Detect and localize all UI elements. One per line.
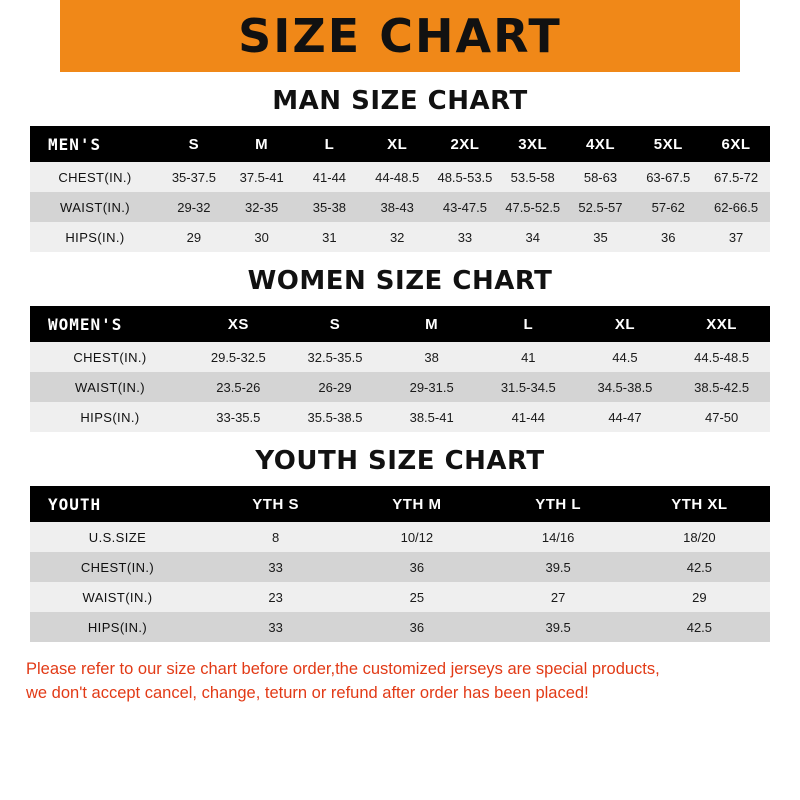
section-title-youth: YOUTH SIZE CHART bbox=[255, 446, 545, 476]
table-cell: 25 bbox=[346, 582, 487, 612]
table-row bbox=[30, 552, 770, 582]
table-cell: 44.5 bbox=[577, 342, 674, 372]
table-cell: 35.5-38.5 bbox=[287, 402, 384, 432]
table-cell: 43-47.5 bbox=[431, 192, 499, 222]
table-cell: 39.5 bbox=[488, 552, 629, 582]
row-label: HIPS(IN.) bbox=[30, 612, 205, 642]
section-title-man: MAN SIZE CHART bbox=[272, 86, 528, 116]
table-cell: 57-62 bbox=[634, 192, 702, 222]
table-cell: 62-66.5 bbox=[702, 192, 770, 222]
page-title: SIZE CHART bbox=[238, 9, 562, 63]
column-header: 5XL bbox=[634, 126, 702, 162]
table-cell: 32 bbox=[363, 222, 431, 252]
table-cell: 38-43 bbox=[363, 192, 431, 222]
table-cell: 34 bbox=[499, 222, 567, 252]
column-header: XS bbox=[190, 306, 287, 342]
table-cell: 36 bbox=[346, 552, 487, 582]
row-label: HIPS(IN.) bbox=[30, 402, 190, 432]
table-corner-label: MEN'S bbox=[30, 126, 160, 162]
table-header-row bbox=[30, 306, 770, 342]
table-cell: 23 bbox=[205, 582, 346, 612]
table-cell: 29 bbox=[629, 582, 770, 612]
page-banner bbox=[0, 0, 800, 72]
table-cell: 33-35.5 bbox=[190, 402, 287, 432]
table-row bbox=[30, 402, 770, 432]
column-header: L bbox=[480, 306, 577, 342]
footer-line-1: Please refer to our size chart before order,the customized jerseys are special products, bbox=[26, 660, 660, 678]
column-header: S bbox=[160, 126, 228, 162]
table-cell: 31.5-34.5 bbox=[480, 372, 577, 402]
table-cell: 29.5-32.5 bbox=[190, 342, 287, 372]
column-header: YTH M bbox=[346, 486, 487, 522]
table-header-row bbox=[30, 126, 770, 162]
table-row bbox=[30, 162, 770, 192]
table-cell: 8 bbox=[205, 522, 346, 552]
column-header: S bbox=[287, 306, 384, 342]
section-title-women: WOMEN SIZE CHART bbox=[247, 266, 553, 296]
table-cell: 38.5-42.5 bbox=[673, 372, 770, 402]
section-women bbox=[0, 266, 800, 432]
table-cell: 39.5 bbox=[488, 612, 629, 642]
row-label: WAIST(IN.) bbox=[30, 582, 205, 612]
table-row bbox=[30, 372, 770, 402]
table-cell: 35-38 bbox=[296, 192, 364, 222]
table-cell: 33 bbox=[205, 612, 346, 642]
table-cell: 29 bbox=[160, 222, 228, 252]
section-man bbox=[0, 86, 800, 252]
table-cell: 35-37.5 bbox=[160, 162, 228, 192]
table-cell: 32-35 bbox=[228, 192, 296, 222]
table-cell: 52.5-57 bbox=[567, 192, 635, 222]
row-label: U.S.SIZE bbox=[30, 522, 205, 552]
table-cell: 41-44 bbox=[480, 402, 577, 432]
column-header: 4XL bbox=[567, 126, 635, 162]
table-cell: 53.5-58 bbox=[499, 162, 567, 192]
table-cell: 38 bbox=[383, 342, 480, 372]
table-cell: 26-29 bbox=[287, 372, 384, 402]
column-header: M bbox=[228, 126, 296, 162]
table-cell: 30 bbox=[228, 222, 296, 252]
table-cell: 47-50 bbox=[673, 402, 770, 432]
table-cell: 27 bbox=[488, 582, 629, 612]
table-cell: 29-32 bbox=[160, 192, 228, 222]
table-cell: 29-31.5 bbox=[383, 372, 480, 402]
table-cell: 10/12 bbox=[346, 522, 487, 552]
table-cell: 23.5-26 bbox=[190, 372, 287, 402]
column-header: XL bbox=[577, 306, 674, 342]
table-cell: 37.5-41 bbox=[228, 162, 296, 192]
column-header: M bbox=[383, 306, 480, 342]
table-cell: 37 bbox=[702, 222, 770, 252]
row-label: CHEST(IN.) bbox=[30, 162, 160, 192]
table-cell: 48.5-53.5 bbox=[431, 162, 499, 192]
table-cell: 44-48.5 bbox=[363, 162, 431, 192]
table-cell: 36 bbox=[634, 222, 702, 252]
table-cell: 42.5 bbox=[629, 552, 770, 582]
table-header-row bbox=[30, 486, 770, 522]
table-cell: 33 bbox=[205, 552, 346, 582]
table-row bbox=[30, 582, 770, 612]
table-cell: 36 bbox=[346, 612, 487, 642]
table-cell: 58-63 bbox=[567, 162, 635, 192]
table-cell: 41 bbox=[480, 342, 577, 372]
table-cell: 47.5-52.5 bbox=[499, 192, 567, 222]
column-header: XL bbox=[363, 126, 431, 162]
table-cell: 44-47 bbox=[577, 402, 674, 432]
column-header: 2XL bbox=[431, 126, 499, 162]
table-cell: 44.5-48.5 bbox=[673, 342, 770, 372]
table-cell: 34.5-38.5 bbox=[577, 372, 674, 402]
column-header: L bbox=[296, 126, 364, 162]
table-row bbox=[30, 342, 770, 372]
row-label: HIPS(IN.) bbox=[30, 222, 160, 252]
table-corner-label: YOUTH bbox=[30, 486, 205, 522]
table-cell: 14/16 bbox=[488, 522, 629, 552]
table-cell: 31 bbox=[296, 222, 364, 252]
row-label: CHEST(IN.) bbox=[30, 342, 190, 372]
column-header: 3XL bbox=[499, 126, 567, 162]
table-cell: 41-44 bbox=[296, 162, 364, 192]
section-youth bbox=[0, 446, 800, 642]
table-cell: 42.5 bbox=[629, 612, 770, 642]
column-header: YTH L bbox=[488, 486, 629, 522]
youth-size-table bbox=[30, 486, 770, 642]
column-header: 6XL bbox=[702, 126, 770, 162]
table-cell: 33 bbox=[431, 222, 499, 252]
table-cell: 18/20 bbox=[629, 522, 770, 552]
table-cell: 67.5-72 bbox=[702, 162, 770, 192]
footer-disclaimer bbox=[26, 658, 774, 706]
row-label: WAIST(IN.) bbox=[30, 372, 190, 402]
table-row bbox=[30, 222, 770, 252]
table-cell: 32.5-35.5 bbox=[287, 342, 384, 372]
women-size-table bbox=[30, 306, 770, 432]
man-size-table bbox=[30, 126, 770, 252]
row-label: WAIST(IN.) bbox=[30, 192, 160, 222]
table-cell: 63-67.5 bbox=[634, 162, 702, 192]
table-cell: 35 bbox=[567, 222, 635, 252]
table-cell: 38.5-41 bbox=[383, 402, 480, 432]
column-header: YTH XL bbox=[629, 486, 770, 522]
column-header: YTH S bbox=[205, 486, 346, 522]
table-row bbox=[30, 192, 770, 222]
column-header: XXL bbox=[673, 306, 770, 342]
table-row bbox=[30, 522, 770, 552]
footer-line-2: we don't accept cancel, change, teturn or refund after order has been placed! bbox=[26, 683, 589, 702]
table-corner-label: WOMEN'S bbox=[30, 306, 190, 342]
table-row bbox=[30, 612, 770, 642]
row-label: CHEST(IN.) bbox=[30, 552, 205, 582]
